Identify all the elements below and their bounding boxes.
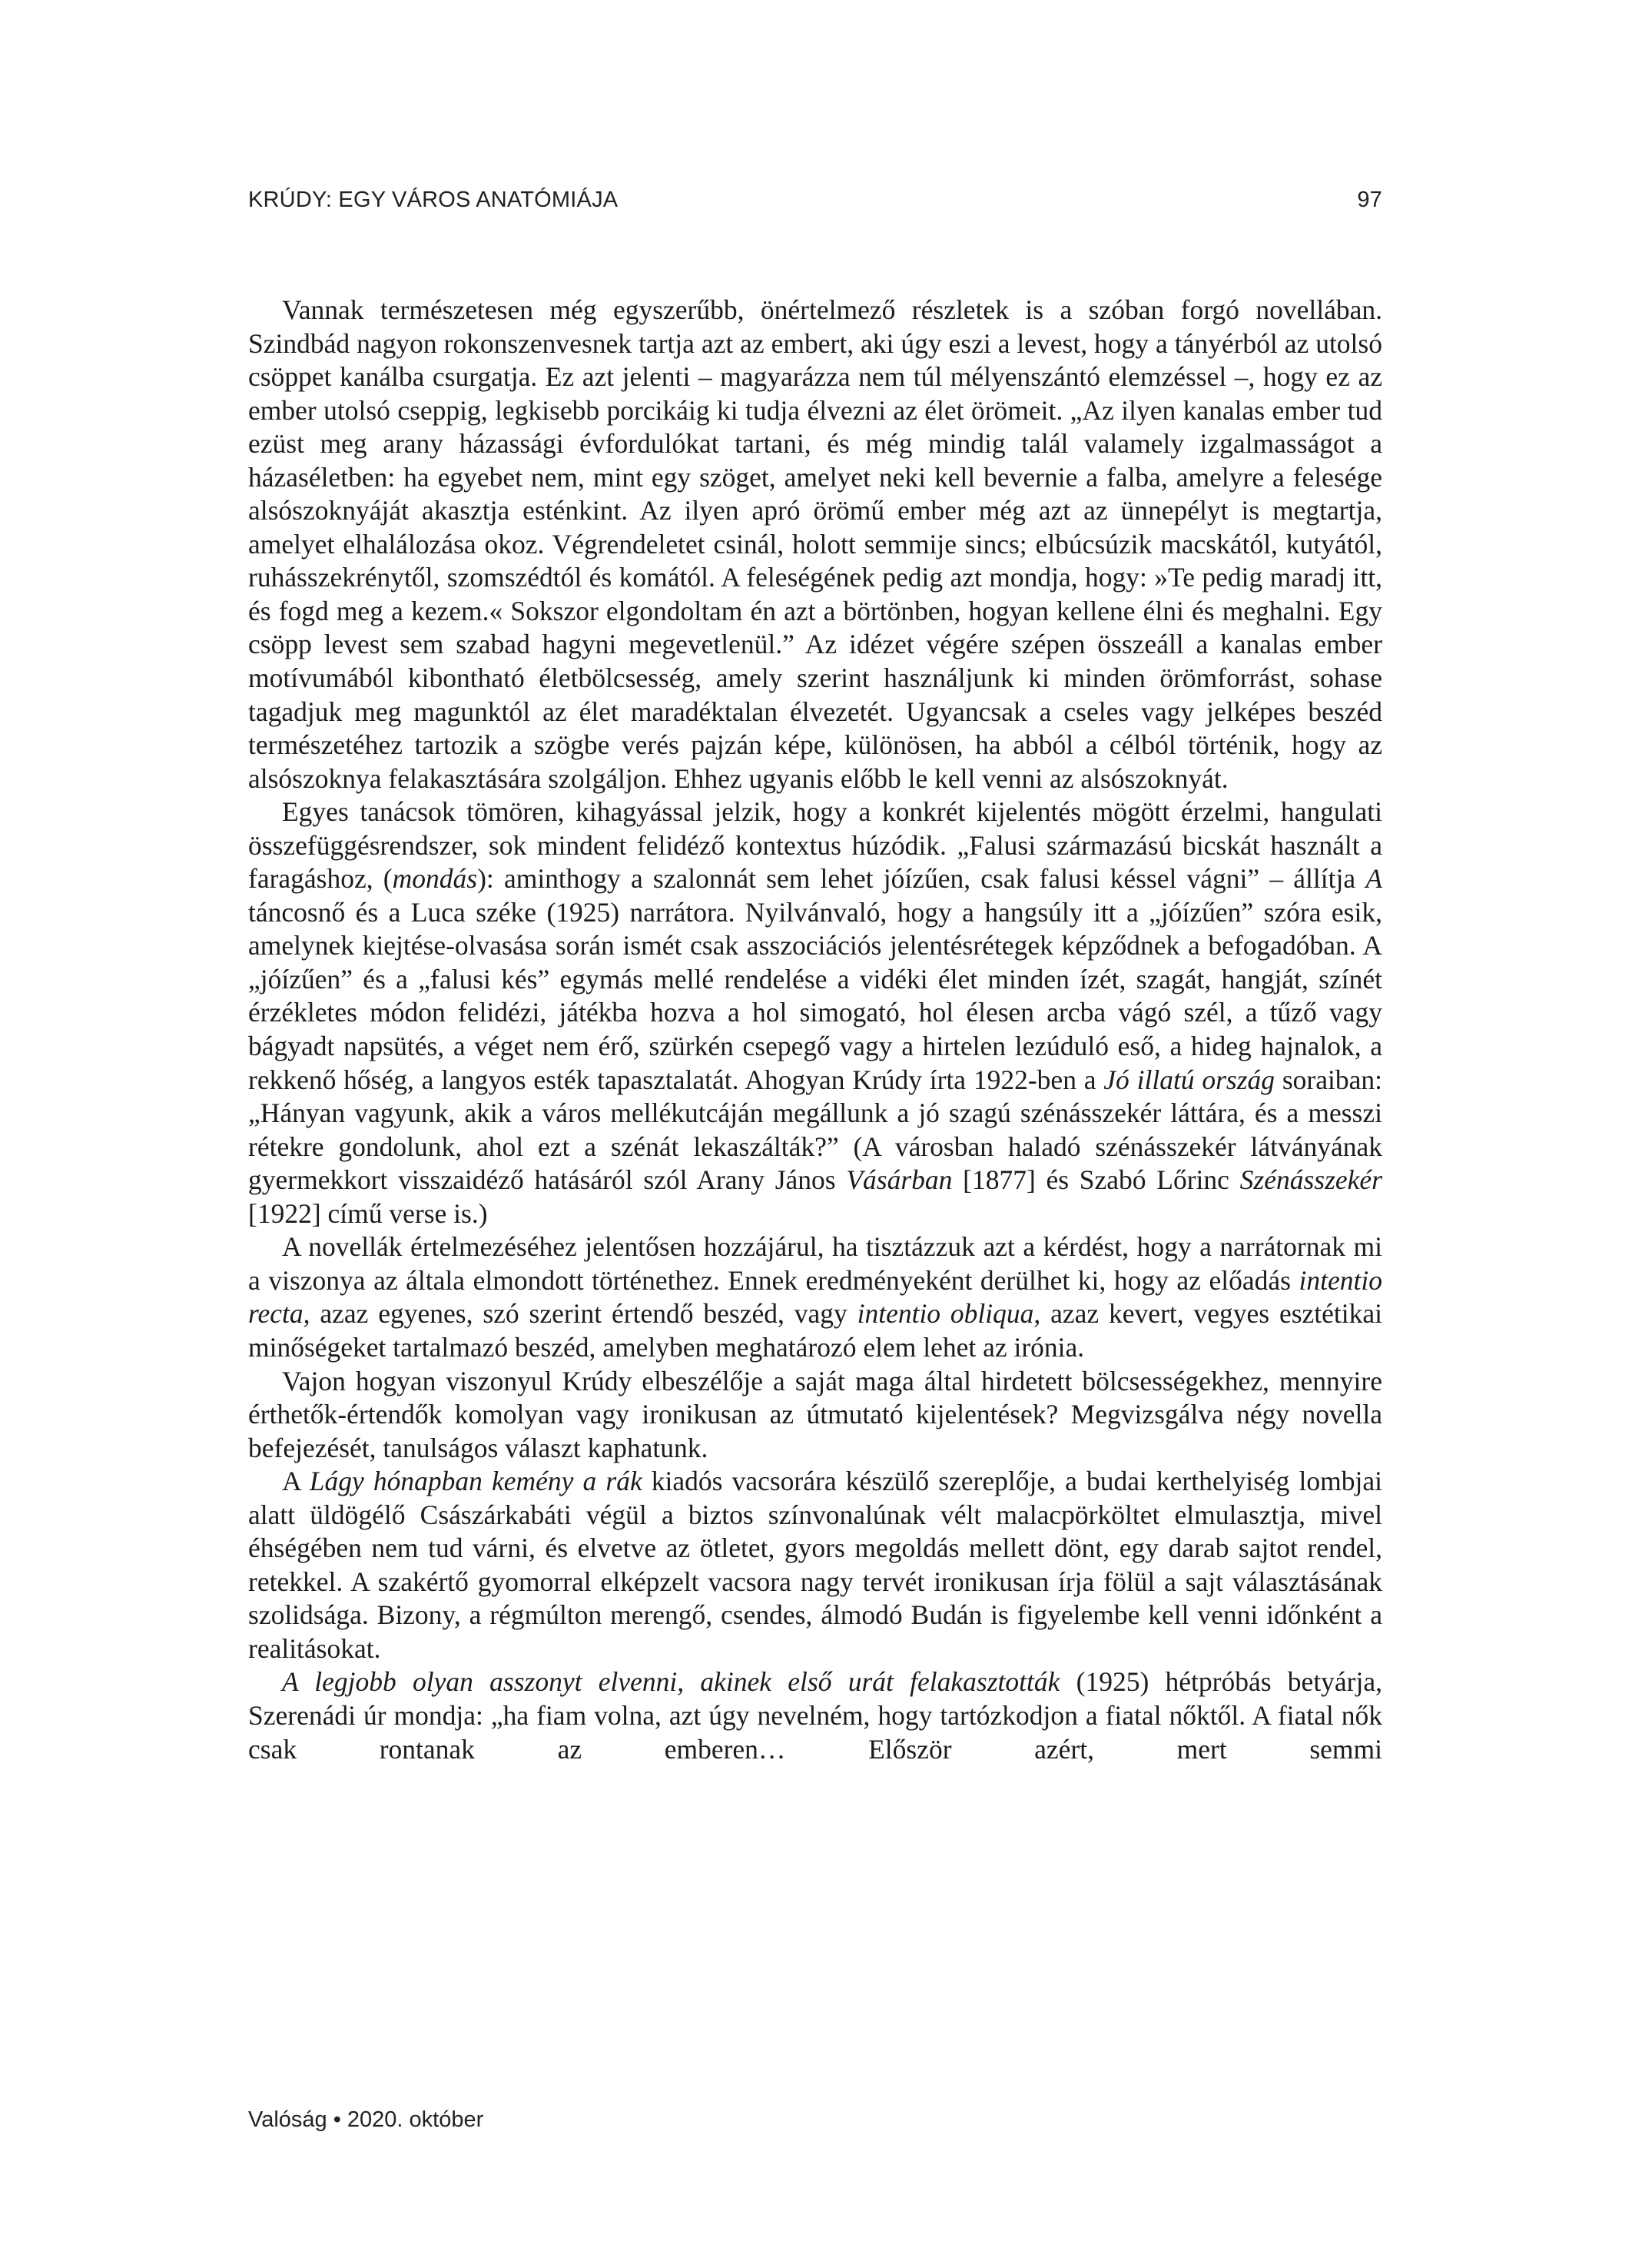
italic-text-run: A legjobb olyan asszonyt elvenni, akinek első urát felakasztották <box>282 1666 1060 1698</box>
text-run: A novellák értelmezéséhez jelentősen hozzájárul, ha tisztázzuk azt a kérdést, hogy a narrátornak mi a viszonya az általa elmondott történethez. Ennek eredményeként derülhet ki, hogy az előadás <box>248 1231 1382 1296</box>
text-run: kiadós vacsorára készülő szereplője, a budai kerthelyiség lombjai alatt üldögélő Császárkabáti végül a biztos színvonalúnak vélt malacpörköltet elmulasztja, mivel éhségében nem tud várni, és elvetve az ötletet, gyors megoldás mellett dönt, egy darab sajtot rendel, retekkel. A szakértő gyomorral elképzelt vacsora nagy tervét ironikusan írja fölül a sajt választásának szolidsága. Bizony, a régmúlton merengő, csendes, álmodó Budán is figyelembe kell venni időnként a realitásokat. <box>248 1466 1382 1664</box>
paragraph <box>248 1230 1382 1364</box>
text-run: azaz kevert, vegyes esztétikai minőségeket tartalmazó beszéd, amelyben meghatározó elem lehet az irónia. <box>248 1298 1382 1363</box>
paragraph <box>248 795 1382 1230</box>
text-run: Vannak természetesen még egyszerűbb, önértelmező részletek is a szóban forgó novellában. Szindbád nagyon rokonszenvesnek tartja azt az embert, aki úgy eszi a levest, hogy a tányérból az utolsó csöppet kanálba csurgatja. Ez azt jelenti – magyarázza nem túl mélyenszántó elemzéssel –, hogy ez az ember utolsó cseppig, legkisebb porcikáig ki tudja élvezni az élet örömeit. „Az ilyen kanalas ember tud ezüst meg arany házassági évfordulókat tartani, és még mindig talál valamely izgalmasságot a házaséletben: ha egyebet nem, mint egy szöget, amelyet neki kell bevernie a falba, amelyre a felesége alsószoknyáját akasztja esténkint. Az ilyen apró örömű ember még azt az ünnepélyt is megtartja, amelyet elhalálozása okoz. Végrendeletet csinál, holott semmije sincs; elbúcsúzik macskától, kutyától, ruhásszekrénytől, szomszédtól és komától. A feleségének pedig azt mondja, hogy: »Te pedig maradj itt, és fogd meg a kezem.« Sokszor elgondoltam én azt a börtönben, hogyan kellene élni és meghalni. Egy csöpp levest sem szabad hagyni megevetlenül.” Az idézet végére szépen összeáll a kanalas ember motívumából kibontható életbölcsesség, amely szerint használjunk ki minden örömforrást, sohase tagadjuk meg magunktól az élet maradéktalan élvezetét. Ugyancsak a cseles vagy jelképes beszéd természetéhez tartozik a szögbe verés pajzán képe, különösen, ha abból a célból történik, hogy az alsószoknya felakasztására szolgáljon. Ehhez ugyanis előbb le kell venni az alsószoknyát. <box>248 294 1382 794</box>
italic-text-run: A <box>1365 863 1382 895</box>
body-text <box>248 294 1382 1766</box>
text-run: Egyes tanácsok tömören, kihagyással jelzik, hogy a konkrét kijelentés mögött érzelmi, hangulati összefüggésrendszer, sok mindent felidéző kontextus húzódik. „Falusi származású bicskát használt a faragáshoz, ( <box>248 796 1382 895</box>
italic-text-run: mondás <box>392 863 478 895</box>
italic-text-run: intentio obliqua, <box>857 1298 1041 1330</box>
italic-text-run: Lágy hónapban kemény a rák <box>309 1466 642 1497</box>
text-run: [1922] című verse is.) <box>248 1197 488 1229</box>
paragraph <box>248 1465 1382 1665</box>
text-run: (1925) hétpróbás betyárja, Szerenádi úr mondja: „ha fiam volna, azt úgy nevelném, hogy tartózkodjon a fiatal nőktől. A fiatal nők csak rontanak az emberen… Először azért, mert semmi <box>248 1666 1382 1765</box>
paragraph <box>248 294 1382 795</box>
italic-text-run: Jó illatú ország <box>1103 1064 1275 1095</box>
text-run: táncosnő és a Luca széke (1925) narrátora. Nyilvánvaló, hogy a hangsúly itt a „jóízűen” szóra esik, amelynek kiejtése-olvasása során ismét csak asszociációs jelentésrétegek képződnek a befogadóban. A „jóízűen” és a „falusi kés” egymás mellé rendelése a vidéki élet minden ízét, szagát, hangját, színét érzékletes módon felidézi, játékba hozva a hol simogató, hol élesen arcba vágó szél, a tűző vagy bágyadt napsütés, a véget nem érő, szürkén csepegő vagy a hirtelen lezúduló eső, a hideg hajnalok, a rekkenő hőség, a langyos esték tapasztalatát. Ahogyan Krúdy írta 1922-ben a <box>248 896 1382 1095</box>
page-number: 97 <box>1357 188 1382 212</box>
text-run: Vajon hogyan viszonyul Krúdy elbeszélője a saját maga által hirdetett bölcsességekhez, mennyire érthetők-értendők komolyan vagy ironikusan az útmutató kijelentések? Megvizsgálva négy novella befejezését, tanulságos választ kaphatunk. <box>248 1365 1382 1463</box>
italic-text-run: intentio recta, <box>248 1264 1382 1330</box>
text-run: azaz egyenes, szó szerint értendő beszéd, vagy <box>310 1298 857 1330</box>
text-run: A <box>282 1466 310 1497</box>
text-run: [1877] és Szabó Lőrinc <box>952 1164 1240 1196</box>
paragraph <box>248 1365 1382 1466</box>
text-run: soraiban: „Hányan vagyunk, akik a város mellékutcáján megállunk a jó szagú szénásszekér láttára, és a messzi rétekre gondolunk, ahol ezt a szénát lekaszálták?” (A városban haladó szénásszekér látványának gyermekkort visszaidéző hatásáról szól Arany János <box>248 1064 1382 1196</box>
running-title: KRÚDY: EGY VÁROS ANATÓMIÁJA <box>248 188 619 212</box>
footer: Valóság • 2020. október <box>248 2107 484 2132</box>
text-run: ): aminthogy a szalonnát sem lehet jóízűen, csak falusi késsel vágni” – állítja <box>477 863 1366 895</box>
paragraph <box>248 1665 1382 1766</box>
italic-text-run: Szénásszekér <box>1239 1164 1382 1196</box>
italic-text-run: Vásárban <box>846 1164 953 1196</box>
running-head <box>248 188 1382 218</box>
